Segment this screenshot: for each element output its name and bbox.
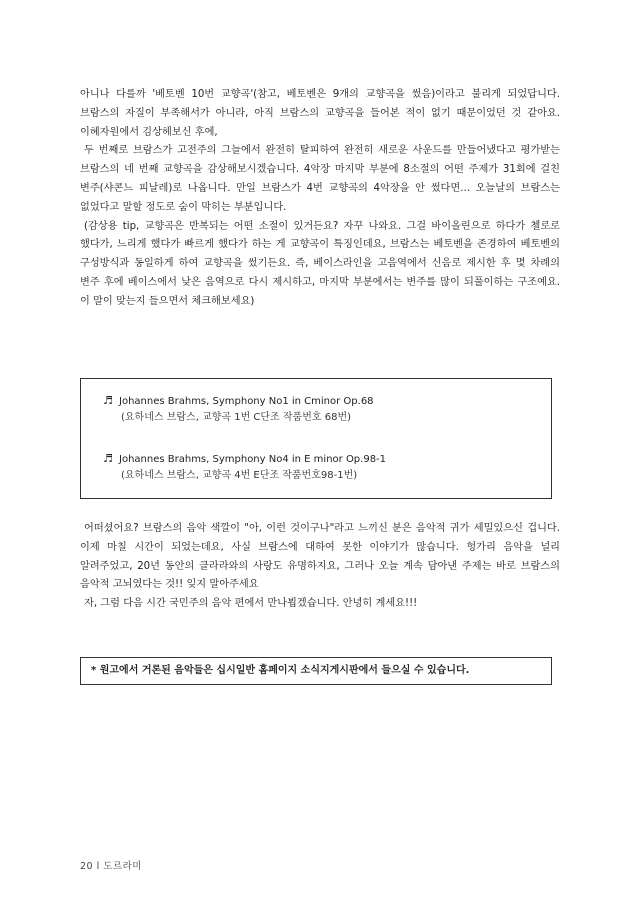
music-subtitle: (요하네스 브람스, 교향곡 1번 C단조 작품번호 68번) — [121, 412, 352, 423]
paragraph: 자, 그럼 다음 시간 국민주의 음악 편에서 만나뵙겠습니다. 안녕히 계세요!!! — [84, 598, 418, 610]
body-text-bottom — [80, 520, 560, 614]
paragraph: (감상용 tip, 교향곡은 반복되는 어떤 소절이 있거든요? 자꾸 나와요. 그걸 바이올린으로 하다가 첼로로 했다가, 느리게 했다가 빠르게 했다가 하는 게 교향곡이 특징인데요, 브람스는 베토벤을 존경하여 베토벤의 구성방식과 동일하게 하여 교향곡을 썼기든요. 즉, 베이스라인을 고음역에서 신음로 제시한 후 몇 차례의 변주 후에 베이스에서 낮은 음역으로 다시 제시하고, 마지막 부분에서는 변주를 많이 되풀이하는 구조예요. 이 말이 맞는지 들으면서 체크해보세요) — [80, 220, 560, 307]
music-entry — [103, 451, 386, 484]
footnote-box: * 원고에서 거론된 음악들은 십시일반 홈페이지 소식지게시판에서 들으실 수 있습니다. — [80, 657, 552, 685]
music-title: Johannes Brahms, Symphony No4 in E minor Op.98-1 — [119, 454, 387, 465]
page-number: 20 l 도르라미 — [80, 861, 142, 872]
music-list-box — [80, 378, 552, 499]
music-note-icon: ♬ — [103, 394, 113, 407]
music-note-icon: ♬ — [103, 452, 113, 465]
paragraph: 아니나 다를까 '베토벤 10번 교향곡'(참고, 베토벤은 9개의 교향곡을 썼음)이라고 불리게 되었답니다. 브람스의 자질이 부족해서가 아니라, 아직 브람스의 교향곡을 들어본 적이 없기 때문이었던 것 같아요. 이혜자원에서 김상헤보신 후에, — [80, 89, 560, 138]
music-entry — [103, 393, 374, 426]
music-title: Johannes Brahms, Symphony No1 in Cminor Op.68 — [119, 396, 374, 407]
paragraph: 두 번째로 브람스가 고전주의 그늘에서 완전히 탈피하여 완전히 새로운 사운드를 만들어냈다고 평가받는 브람스의 네 번째 교향곡을 감상해보시겠습니다. 4악장 마지막 부분에 8소절의 어떤 주제가 31회에 걸친 변주(샤콘느 피날레)로 나옵니다. 만일 브람스가 4번 교향곡의 4악장을 안 썼다면... 오늘날의 브람스는 없었다고 말할 정도로 숨이 막히는 부분입니다. — [80, 145, 560, 213]
music-subtitle: (요하네스 브람스, 교향곡 4번 E단조 작품번호98-1번) — [121, 470, 358, 481]
paragraph: 어떠셨어요? 브람스의 음악 색깔이 "아, 이런 것이구나"라고 느끼신 분은 음악적 귀가 세밀있으신 겁니다. 이제 마칠 시간이 되었는데요, 사실 브람스에 대하여 못한 이야기가 많습니다. 헝가리 음악을 널리 알려주었고, 20년 동안의 클라라와의 사랑도 유명하지요, 그러나 오늘 계속 담아낸 주제는 바로 브람스의 음악적 고뇌였다는 것!! 잊지 말아주세요 — [80, 523, 560, 591]
body-text-top — [80, 86, 560, 312]
